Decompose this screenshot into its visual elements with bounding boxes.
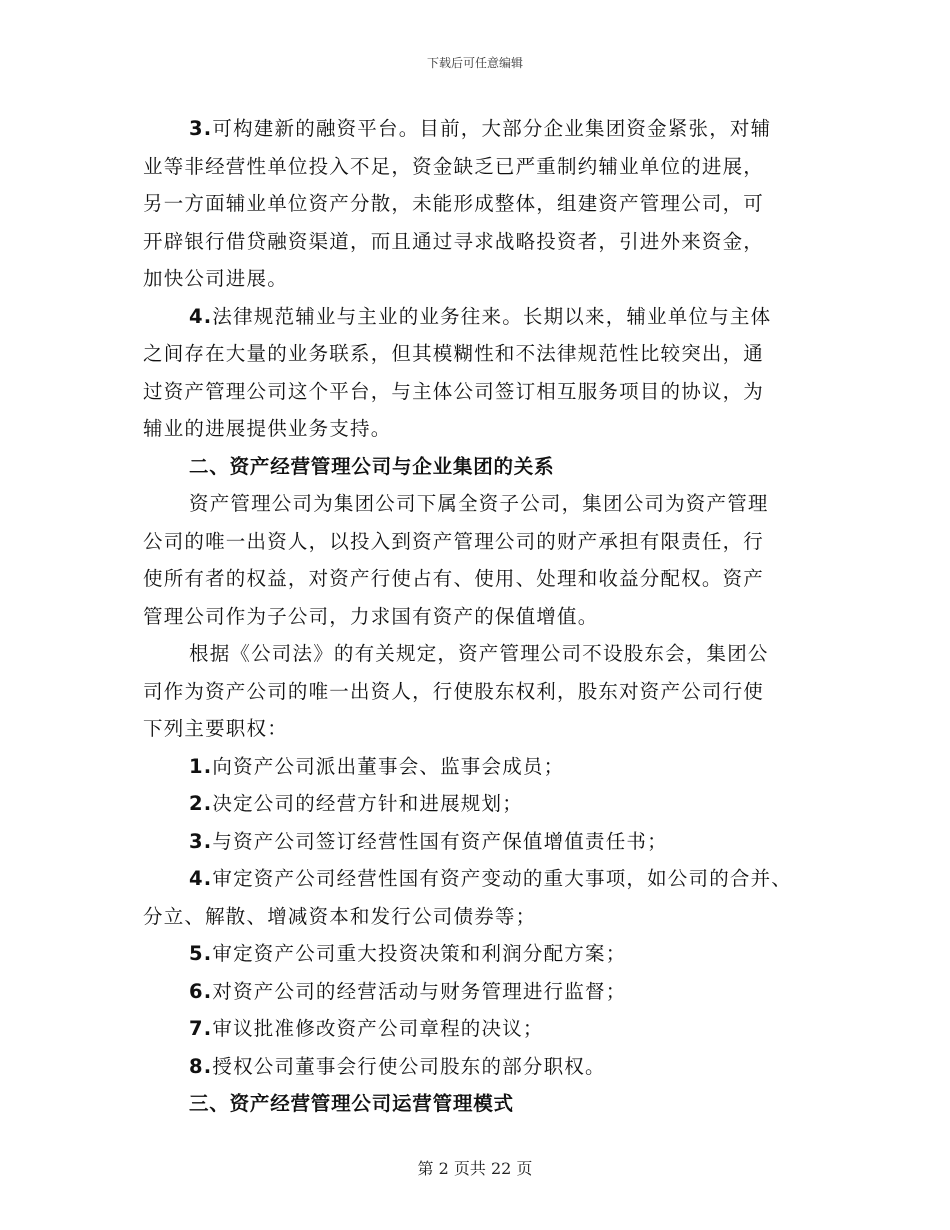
list-item-continuation: 分立、解散、增减资本和发行公司债券等；	[143, 904, 537, 928]
list-item	[143, 748, 808, 786]
item-number: 6.	[189, 979, 213, 1003]
item-number: 7.	[189, 1017, 213, 1040]
text-span: 可构建新的融资平台。目前，大部分企业集团资金紧张，对辅	[212, 117, 772, 140]
page-header: 下载后可任意编辑	[426, 56, 523, 70]
item-number: 4.	[189, 304, 213, 328]
item-number: 8.	[189, 1054, 213, 1078]
paragraph-relation-line-4: 管理公司作为子公司，力求国有资产的保值增值。	[143, 604, 599, 628]
item-number: 3.	[189, 829, 213, 853]
paragraph-relation-line-3: 使所有者的权益，对资产行使占有、使用、处理和收益分配权。资产	[143, 567, 765, 590]
paragraph-4-line-4: 辅业的进展提供业务支持。	[143, 417, 392, 440]
paragraph-4-line-2: 之间存在大量的业务联系，但其模糊性和不法律规范性比较突出，通	[143, 342, 765, 365]
text-span: 授权公司董事会行使公司股东的部分职权。	[212, 1054, 606, 1078]
text-span: 法律规范辅业与主业的业务往来。长期以来，辅业单位与主体	[212, 304, 772, 328]
paragraph-3-line-3: 另一方面辅业单位资产分散，未能形成整体，组建资产管理公司，可	[143, 192, 765, 215]
paragraph-4-line-3: 过资产管理公司这个平台，与主体公司签订相互服务项目的协议，为	[143, 379, 765, 403]
text-span: 审定资产公司经营性国有资产变动的重大事项，如公司的合并、	[212, 867, 792, 890]
paragraph-3-line-2: 业等非经营性单位投入不足，资金缺乏已严重制约辅业单位的进展，	[143, 154, 765, 178]
paragraph-3-line-5: 加快公司进展。	[143, 267, 288, 290]
text-span: 与资产公司签订经营性国有资产保值增值责任书；	[212, 829, 668, 853]
list-item	[143, 785, 808, 823]
item-number: 4.	[189, 867, 213, 890]
text-span: 审定资产公司重大投资决策和利润分配方案；	[212, 942, 627, 965]
paragraph-relation-line-1: 资产管理公司为集团公司下属全资子公司，集团公司为资产管理	[189, 492, 769, 515]
item-number: 2.	[189, 792, 213, 815]
paragraph-3-line-1	[143, 110, 808, 148]
paragraph-company-law-line-2: 司作为资产公司的唯一出资人，行使股东权利，股东对资产公司行使	[143, 679, 765, 703]
paragraph-3-line-4: 开辟银行借贷融资渠道，而且通过寻求战略投资者，引进外来资金，	[143, 229, 765, 253]
item-number: 5.	[189, 942, 213, 965]
list-item	[143, 1048, 808, 1086]
list-item	[143, 935, 808, 973]
text-span: 决定公司的经营方针和进展规划；	[212, 792, 523, 815]
section-heading-3: 三、资产经营管理公司运营管理模式	[189, 1092, 514, 1115]
list-item	[143, 860, 808, 898]
page-footer: 第 2 页共 22 页	[417, 1159, 533, 1178]
item-number: 3.	[189, 117, 213, 140]
list-item	[143, 823, 808, 861]
text-span: 审议批准修改资产公司章程的决议；	[212, 1017, 544, 1040]
paragraph-company-law-line-1: 根据《公司法》的有关规定，资产管理公司不设股东会，集团公	[189, 642, 769, 665]
text-span: 向资产公司派出董事会、监事会成员；	[212, 754, 565, 778]
list-item	[143, 973, 808, 1011]
item-number: 1.	[189, 754, 213, 778]
text-span: 对资产公司的经营活动与财务管理进行监督；	[212, 979, 627, 1003]
paragraph-company-law-line-3: 下列主要职权：	[143, 717, 288, 740]
section-heading-2: 二、资产经营管理公司与企业集团的关系	[189, 454, 555, 478]
list-item	[143, 1010, 808, 1048]
paragraph-relation-line-2: 公司的唯一出资人，以投入到资产管理公司的财产承担有限责任，行	[143, 529, 765, 553]
document-body	[143, 110, 808, 1123]
paragraph-4-line-1	[143, 298, 808, 336]
